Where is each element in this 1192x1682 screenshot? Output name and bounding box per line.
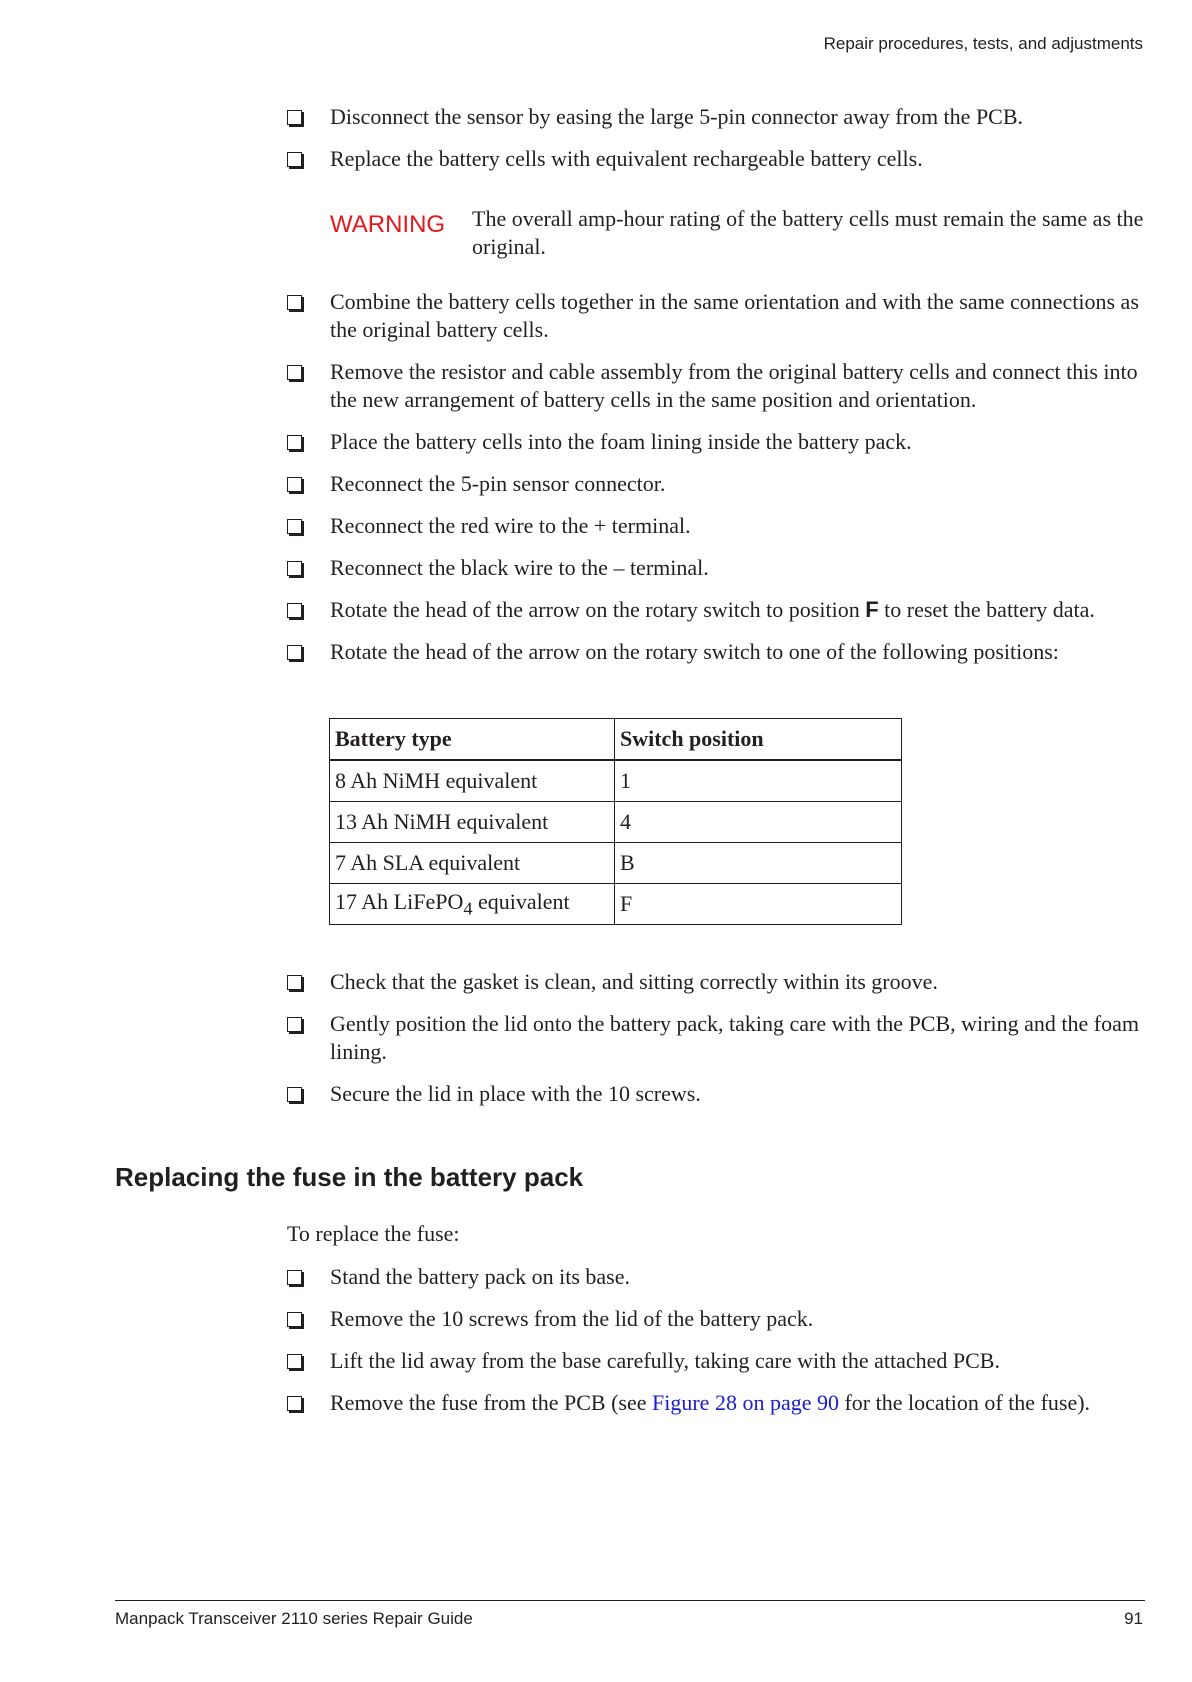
figure-28-link[interactable]: Figure 28 on page 90 <box>652 1390 839 1415</box>
step-text-part: Rotate the head of the arrow on the rotary switch to position <box>330 597 866 622</box>
checkbox-icon <box>287 295 302 310</box>
type-subscript: 4 <box>463 898 473 919</box>
type-text: equivalent <box>472 888 570 914</box>
switch-position-cell: B <box>615 843 902 884</box>
checkbox-icon <box>287 519 302 534</box>
footer-divider <box>115 1600 1145 1601</box>
list-item <box>284 1347 1142 1375</box>
checkbox-icon <box>287 561 302 576</box>
table-row <box>330 843 902 884</box>
list-item <box>284 288 1142 344</box>
steps-list-b <box>284 288 1142 680</box>
battery-type-cell <box>330 884 615 925</box>
step-text: Secure the lid in place with the 10 screws. <box>330 1081 701 1106</box>
steps-list-a <box>284 103 1142 187</box>
list-item <box>284 145 1142 173</box>
checkbox-icon <box>287 975 302 990</box>
step-text: Rotate the head of the arrow on the rotary switch to one of the following positions: <box>330 639 1059 664</box>
step-text-part: Remove the fuse from the PCB (see <box>330 1390 652 1415</box>
list-item <box>284 470 1142 498</box>
battery-switch-table <box>329 718 902 925</box>
list-item <box>284 1080 1142 1108</box>
checkbox-icon <box>287 1017 302 1032</box>
list-item <box>284 358 1142 414</box>
checkbox-icon <box>287 1087 302 1102</box>
step-text: Gently position the lid onto the battery pack, taking care with the PCB, wiring and the foam lining. <box>330 1011 1139 1064</box>
checkbox-icon <box>287 110 302 125</box>
step-text-part: for the location of the fuse). <box>838 1390 1091 1415</box>
step-text: Place the battery cells into the foam lining inside the battery pack. <box>330 429 912 454</box>
switch-position-cell: 1 <box>615 760 902 802</box>
table-row <box>330 884 902 925</box>
table-row <box>330 802 902 843</box>
list-item <box>284 638 1142 666</box>
list-item <box>284 1305 1142 1333</box>
table-row <box>330 760 902 802</box>
list-item <box>284 428 1142 456</box>
step-text: Stand the battery pack on its base. <box>330 1264 630 1289</box>
checkbox-icon <box>287 1312 302 1327</box>
checkbox-icon <box>287 1396 302 1411</box>
switch-position-f: F <box>865 597 879 622</box>
switch-position-cell: F <box>615 884 902 925</box>
step-text <box>330 1390 1090 1415</box>
step-text: Check that the gasket is clean, and sitting correctly within its groove. <box>330 969 938 994</box>
step-text: Disconnect the sensor by easing the large 5-pin connector away from the PCB. <box>330 104 1024 129</box>
checkbox-icon <box>287 603 302 618</box>
step-text: Reconnect the 5-pin sensor connector. <box>330 471 666 496</box>
type-text: 17 Ah LiFePO <box>335 888 464 914</box>
battery-type-cell: 7 Ah SLA equivalent <box>330 843 615 884</box>
header-battery-type: Battery type <box>330 719 615 761</box>
checkbox-icon <box>287 435 302 450</box>
list-item <box>284 554 1142 582</box>
footer-title: Manpack Transceiver 2110 series Repair Guide <box>115 1609 473 1628</box>
list-item <box>284 103 1142 131</box>
steps-list-c <box>284 968 1142 1122</box>
step-text: Combine the battery cells together in the same orientation and with the same connections as the original battery cells. <box>330 289 1139 342</box>
warning-label: WARNING <box>330 211 446 238</box>
list-item <box>284 1389 1142 1417</box>
step-text <box>330 597 1095 622</box>
checkbox-icon <box>287 152 302 167</box>
checkbox-icon <box>287 1354 302 1369</box>
table-header-row <box>330 719 902 761</box>
checkbox-icon <box>287 365 302 380</box>
step-text: Replace the battery cells with equivalent rechargeable battery cells. <box>330 146 923 171</box>
list-item <box>284 596 1142 624</box>
step-text: Reconnect the black wire to the – terminal. <box>330 555 709 580</box>
step-text-part: to reset the battery data. <box>878 597 1095 622</box>
checkbox-icon <box>287 1270 302 1285</box>
checkbox-icon <box>287 645 302 660</box>
switch-position-cell: 4 <box>615 802 902 843</box>
steps-list-fuse <box>284 1263 1142 1431</box>
list-item <box>284 968 1142 996</box>
list-item <box>284 1010 1142 1066</box>
header-switch-position: Switch position <box>615 719 902 761</box>
warning-text: The overall amp-hour rating of the battery cells must remain the same as the original. <box>472 206 1144 259</box>
battery-type-cell: 8 Ah NiMH equivalent <box>330 760 615 802</box>
section-intro: To replace the fuse: <box>287 1221 460 1246</box>
checkbox-icon <box>287 477 302 492</box>
step-text: Lift the lid away from the base carefully, taking care with the attached PCB. <box>330 1348 1000 1373</box>
battery-type-cell: 13 Ah NiMH equivalent <box>330 802 615 843</box>
step-text: Remove the resistor and cable assembly from the original battery cells and connect this into the new arrangement of battery cells in the same position and orientation. <box>330 359 1138 412</box>
section-heading: Replacing the fuse in the battery pack <box>115 1162 584 1192</box>
running-header: Repair procedures, tests, and adjustments <box>823 34 1143 53</box>
step-text: Remove the 10 screws from the lid of the battery pack. <box>330 1306 814 1331</box>
list-item <box>284 512 1142 540</box>
step-text: Reconnect the red wire to the + terminal. <box>330 513 691 538</box>
list-item <box>284 1263 1142 1291</box>
page-number: 91 <box>1124 1609 1143 1628</box>
